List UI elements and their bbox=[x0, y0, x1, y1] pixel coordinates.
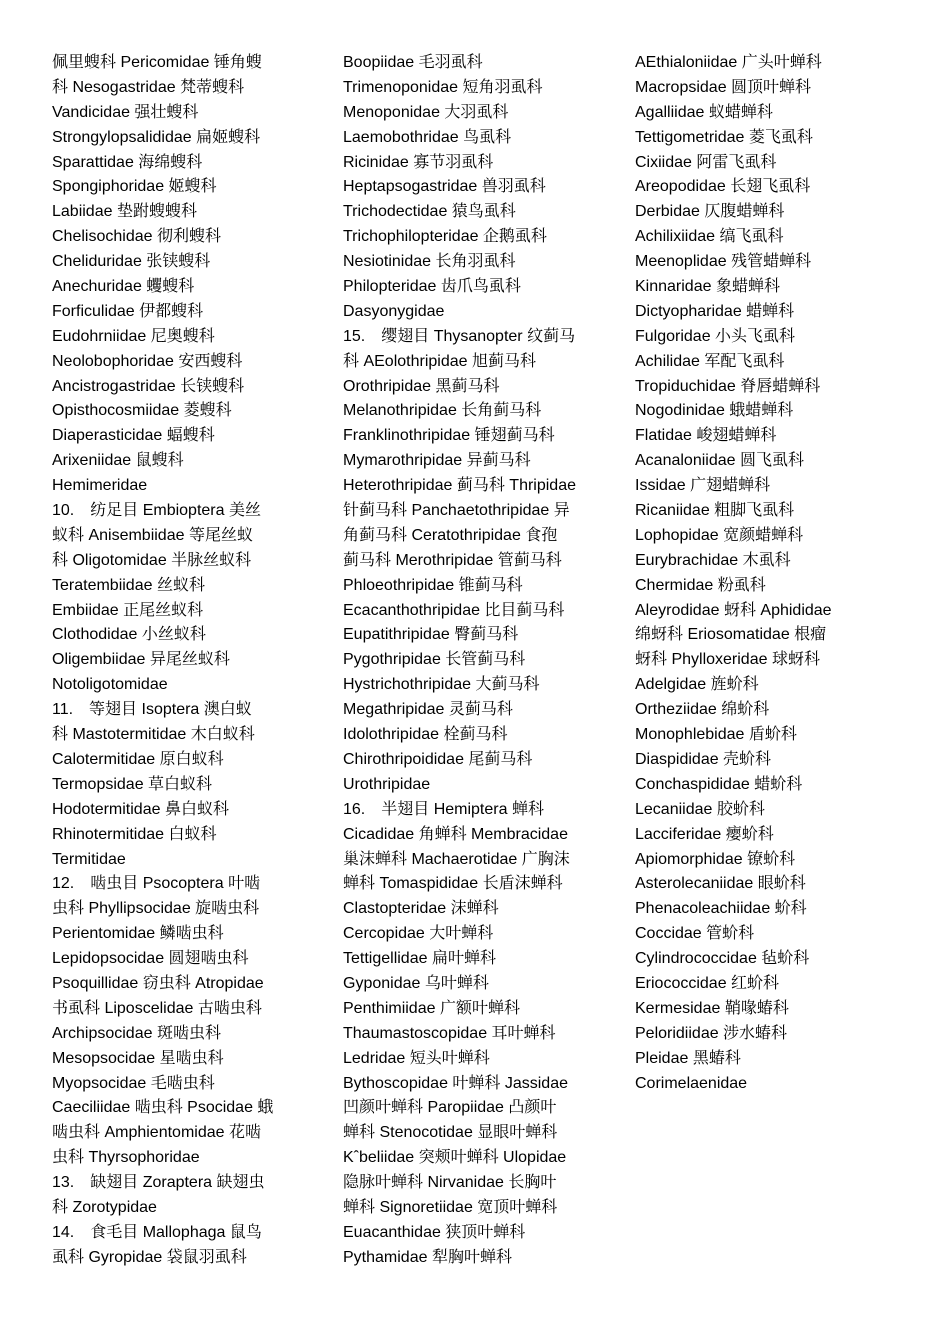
text-line: Archipsocidae 斑啮虫科 bbox=[52, 1024, 221, 1042]
text-line: Ancistrogastridae 长铗螋科 bbox=[52, 377, 245, 395]
text-line: Menoponidae 大羽虱科 bbox=[343, 103, 509, 121]
text-line: Forficulidae 伊都螋科 bbox=[52, 302, 204, 320]
text-line: 12. 啮虫目 Psocoptera 叶啮 bbox=[52, 875, 261, 893]
text-line: 科 Nesogastridae 梵蒂螋科 bbox=[52, 78, 245, 96]
text-line: Dictyopharidae 蜡蝉科 bbox=[635, 302, 795, 320]
text-line: 11. 等翅目 Isoptera 澳白蚁 bbox=[52, 701, 252, 719]
text-line: Chelisochidae 彻利螋科 bbox=[52, 228, 221, 246]
text-line: Lecaniidae 胶蚧科 bbox=[635, 800, 765, 818]
text-line: 科 Mastotermitidae 木白蚁科 bbox=[52, 726, 255, 744]
text-line: Arixeniidae 鼠螋科 bbox=[52, 452, 184, 470]
text-line: Lophopidae 宽颜蜡蝉科 bbox=[635, 526, 804, 544]
text-line: Calotermitidae 原白蚁科 bbox=[52, 750, 224, 768]
text-line: Heterothripidae 蓟马科 Thripidae bbox=[343, 477, 576, 495]
text-line: 隐脉叶蝉科 Nirvanidae 长胸叶 bbox=[343, 1174, 557, 1192]
text-line: Nogodinidae 蛾蜡蝉科 bbox=[635, 402, 794, 420]
text-line: Pythamidae 犁胸叶蝉科 bbox=[343, 1248, 512, 1266]
text-line: Kermesidae 鞘喙蝽科 bbox=[635, 999, 789, 1017]
text-line: Ortheziidae 绵蚧科 bbox=[635, 701, 770, 719]
text-line: Achilixiidae 缟飞虱科 bbox=[635, 228, 784, 246]
text-line: 虱科 Gyropidae 袋鼠羽虱科 bbox=[52, 1248, 247, 1266]
text-line: Embiidae 正尾丝蚁科 bbox=[52, 601, 204, 619]
text-line: Acanaloniidae 圆飞虱科 bbox=[635, 452, 804, 470]
text-line: Urothripidae bbox=[343, 775, 431, 793]
text-line: Clothodidae 小丝蚁科 bbox=[52, 626, 206, 644]
text-line: Notoligotomidae bbox=[52, 676, 168, 694]
text-line: Cicadidae 角蝉科 Membracidae bbox=[343, 825, 568, 843]
text-line: Thaumastoscopidae 耳叶蝉科 bbox=[343, 1024, 556, 1042]
text-line: Agalliidae 蚁蜡蝉科 bbox=[635, 103, 773, 121]
text-line: Opisthocosmiidae 菱螋科 bbox=[52, 402, 232, 420]
text-line: Hodotermitidae 鼻白蚁科 bbox=[52, 800, 229, 818]
text-line: Trichodectidae 猿鸟虱科 bbox=[343, 203, 516, 221]
text-line: 虫科 Thyrsophoridae bbox=[52, 1149, 200, 1167]
text-line: 蚜科 Phylloxeridae 球蚜科 bbox=[635, 651, 820, 669]
text-line: Lepidopsocidae 圆翅啮虫科 bbox=[52, 950, 249, 968]
text-line: Trichophilopteridae 企鹅虱科 bbox=[343, 228, 547, 246]
text-line: 10. 纺足目 Embioptera 美丝 bbox=[52, 502, 261, 520]
text-line: Hemimeridae bbox=[52, 477, 148, 495]
text-line: Spongiphoridae 姬螋科 bbox=[52, 178, 217, 196]
text-line: 16. 半翅目 Hemiptera 蝉科 bbox=[343, 800, 544, 818]
text-line: Neolobophoridae 安西螋科 bbox=[52, 352, 243, 370]
text-line: Eudohrniidae 尼奥螋科 bbox=[52, 327, 215, 345]
text-line: 15. 缨翅目 Thysanopter 纹蓟马 bbox=[343, 327, 576, 345]
text-line: 绵蚜科 Eriosomatidae 根瘤 bbox=[635, 626, 827, 644]
text-line: Kinnaridae 象蜡蝉科 bbox=[635, 278, 780, 296]
text-line: Chermidae 粉虱科 bbox=[635, 576, 766, 594]
text-line: 凹颜叶蝉科 Paropiidae 凸颜叶 bbox=[343, 1099, 557, 1117]
text-line: Cheliduridae 张铗螋科 bbox=[52, 253, 211, 271]
text-line: Labiidae 垫跗螋螋科 bbox=[52, 203, 197, 221]
text-line: Ecacanthothripidae 比目蓟马科 bbox=[343, 601, 565, 619]
text-column-3 bbox=[635, 51, 897, 1096]
text-line: 佩里螋科 Pericomidae 锤角螋 bbox=[52, 54, 262, 71]
text-line: Aleyrodidae 蚜科 Aphididae bbox=[635, 601, 832, 619]
text-line: Psoquillidae 窃虫科 Atropidae bbox=[52, 974, 264, 992]
text-line: Mymarothripidae 异蓟马科 bbox=[343, 452, 531, 470]
text-line: Phloeothripidae 锥蓟马科 bbox=[343, 576, 523, 594]
text-line: Vandicidae 强壮螋科 bbox=[52, 103, 199, 121]
text-line: Mesopsocidae 星啮虫科 bbox=[52, 1049, 224, 1067]
text-line: Teratembiidae 丝蚁科 bbox=[52, 576, 205, 594]
text-line: 14. 食毛目 Mallophaga 鼠鸟 bbox=[52, 1223, 262, 1241]
text-line: Tropiduchidae 脊唇蜡蝉科 bbox=[635, 377, 821, 395]
text-line: Ricinidae 寡节羽虱科 bbox=[343, 153, 494, 171]
text-column-2 bbox=[343, 51, 605, 1271]
text-line: Cixiidae 阿雷飞虱科 bbox=[635, 153, 777, 171]
text-line: Lacciferidae 瘿蚧科 bbox=[635, 825, 774, 843]
text-line: Strongylopsalididae 扁姬螋科 bbox=[52, 128, 261, 146]
text-line: Dasyonygidae bbox=[343, 302, 445, 320]
text-line: 针蓟马科 Panchaetothripidae 异 bbox=[343, 502, 570, 520]
text-line: Franklinothripidae 锤翅蓟马科 bbox=[343, 427, 555, 445]
text-line: Fulgoridae 小头飞虱科 bbox=[635, 327, 796, 345]
text-line: Conchaspididae 蜡蚧科 bbox=[635, 775, 803, 793]
text-line: Apiomorphidae 镣蚧科 bbox=[635, 850, 796, 868]
text-line: Euacanthidae 狭顶叶蝉科 bbox=[343, 1223, 526, 1241]
text-line: 角蓟马科 Ceratothripidae 食孢 bbox=[343, 526, 558, 544]
text-line: Adelgidae 旌蚧科 bbox=[635, 676, 759, 694]
text-line: Derbidae 仄腹蜡蝉科 bbox=[635, 203, 785, 221]
text-line: Tettigellidae 扁叶蝉科 bbox=[343, 950, 496, 968]
text-line: Sparattidae 海绵螋科 bbox=[52, 153, 203, 171]
text-line: 蓟马科 Merothripidae 管蓟马科 bbox=[343, 551, 562, 569]
text-line: Achilidae 军配飞虱科 bbox=[635, 352, 785, 370]
text-line: Ledridae 短头叶蝉科 bbox=[343, 1049, 490, 1067]
text-line: Trimenoponidae 短角羽虱科 bbox=[343, 78, 543, 96]
text-line: Perientomidae 鳞啮虫科 bbox=[52, 925, 224, 943]
text-line: 蚁科 Anisembiidae 等尾丝蚁 bbox=[52, 526, 253, 544]
text-line: 啮虫科 Amphientomidae 花啮 bbox=[52, 1124, 261, 1142]
text-line: Meenoplidae 残管蜡蝉科 bbox=[635, 253, 812, 271]
text-line: Nesiotinidae 长角羽虱科 bbox=[343, 253, 516, 271]
text-line: Philopteridae 齿爪鸟虱科 bbox=[343, 278, 521, 296]
text-line: 科 AEolothripidae 旭蓟马科 bbox=[343, 352, 536, 370]
text-line: Oligembiidae 异尾丝蚁科 bbox=[52, 651, 230, 669]
text-line: Eriococcidae 红蚧科 bbox=[635, 974, 780, 992]
text-line: Ricaniidae 粗脚飞虱科 bbox=[635, 502, 795, 520]
text-line: 科 Zorotypidae bbox=[52, 1198, 157, 1216]
text-line: Idolothripidae 栓蓟马科 bbox=[343, 726, 508, 744]
text-line: Macropsidae 圆顶叶蝉科 bbox=[635, 78, 812, 96]
text-line: 蝉科 Stenocotidae 显眼叶蝉科 bbox=[343, 1124, 558, 1142]
text-line: Pygothripidae 长管蓟马科 bbox=[343, 651, 526, 669]
text-line: Peloridiidae 涉水蝽科 bbox=[635, 1024, 788, 1042]
text-line: Megathripidae 灵蓟马科 bbox=[343, 701, 513, 719]
text-line: Issidae 广翅蜡蝉科 bbox=[635, 477, 771, 495]
text-line: Kˆbeliidae 突颊叶蝉科 Ulopidae bbox=[343, 1149, 567, 1167]
text-line: Pleidae 黑蝽科 bbox=[635, 1049, 741, 1067]
text-line: Clastopteridae 沫蝉科 bbox=[343, 900, 499, 918]
text-line: 巢沫蝉科 Machaerotidae 广胸沫 bbox=[343, 850, 570, 868]
text-line: Hystrichothripidae 大蓟马科 bbox=[343, 676, 540, 694]
text-line: Orothripidae 黑蓟马科 bbox=[343, 377, 500, 395]
text-line: Myopsocidae 毛啮虫科 bbox=[52, 1074, 215, 1092]
text-line: Phenacoleachiidae 蚧科 bbox=[635, 900, 807, 918]
text-line: Cylindrococcidae 毡蚧科 bbox=[635, 950, 810, 968]
text-line: Tettigometridae 菱飞虱科 bbox=[635, 128, 813, 146]
text-line: Termopsidae 草白蚁科 bbox=[52, 775, 213, 793]
text-line: 蝉科 Tomaspididae 长盾沫蝉科 bbox=[343, 875, 563, 893]
text-line: Asterolecaniidae 眼蚧科 bbox=[635, 875, 806, 893]
text-line: 科 Oligotomidae 半脉丝蚁科 bbox=[52, 551, 252, 569]
text-line: Boopiidae 毛羽虱科 bbox=[343, 54, 483, 71]
text-line: 蝉科 Signoretiidae 宽顶叶蝉科 bbox=[343, 1198, 558, 1216]
text-line: Laemobothridae 鸟虱科 bbox=[343, 128, 512, 146]
text-line: Anechuridae 蠼螋科 bbox=[52, 278, 195, 296]
text-line: Bythoscopidae 叶蝉科 Jassidae bbox=[343, 1074, 569, 1092]
text-line: Coccidae 管蚧科 bbox=[635, 925, 755, 943]
text-line: Caeciliidae 啮虫科 Psocidae 蛾 bbox=[52, 1099, 274, 1117]
text-line: Rhinotermitidae 白蚁科 bbox=[52, 825, 217, 843]
text-line: 虫科 Phyllipsocidae 旋啮虫科 bbox=[52, 900, 260, 918]
text-line: 书虱科 Liposcelidae 古啮虫科 bbox=[52, 999, 262, 1017]
text-line: Corimelaenidae bbox=[635, 1074, 748, 1092]
text-line: Melanothripidae 长角蓟马科 bbox=[343, 402, 542, 420]
text-line: Chirothripoididae 尾蓟马科 bbox=[343, 750, 533, 768]
text-line: Diaspididae 壳蚧科 bbox=[635, 750, 772, 768]
text-line: Heptapsogastridae 兽羽虱科 bbox=[343, 178, 546, 196]
text-line: Monophlebidae 盾蚧科 bbox=[635, 726, 797, 744]
text-line: Diaperasticidae 蝠螋科 bbox=[52, 427, 215, 445]
text-line: 13. 缺翅目 Zoraptera 缺翅虫 bbox=[52, 1174, 265, 1192]
text-line: Gyponidae 乌叶蝉科 bbox=[343, 974, 489, 992]
text-line: Eurybrachidae 木虱科 bbox=[635, 551, 791, 569]
text-column-1 bbox=[52, 51, 300, 1271]
text-line: Flatidae 峻翅蜡蝉科 bbox=[635, 427, 777, 445]
text-line: AEthialoniidae 广头叶蝉科 bbox=[635, 54, 822, 71]
text-line: Areopodidae 长翅飞虱科 bbox=[635, 178, 811, 196]
text-line: Penthimiidae 广额叶蝉科 bbox=[343, 999, 520, 1017]
text-line: Cercopidae 大叶蝉科 bbox=[343, 925, 494, 943]
text-line: Eupatithripidae 臀蓟马科 bbox=[343, 626, 519, 644]
text-line: Termitidae bbox=[52, 850, 126, 868]
